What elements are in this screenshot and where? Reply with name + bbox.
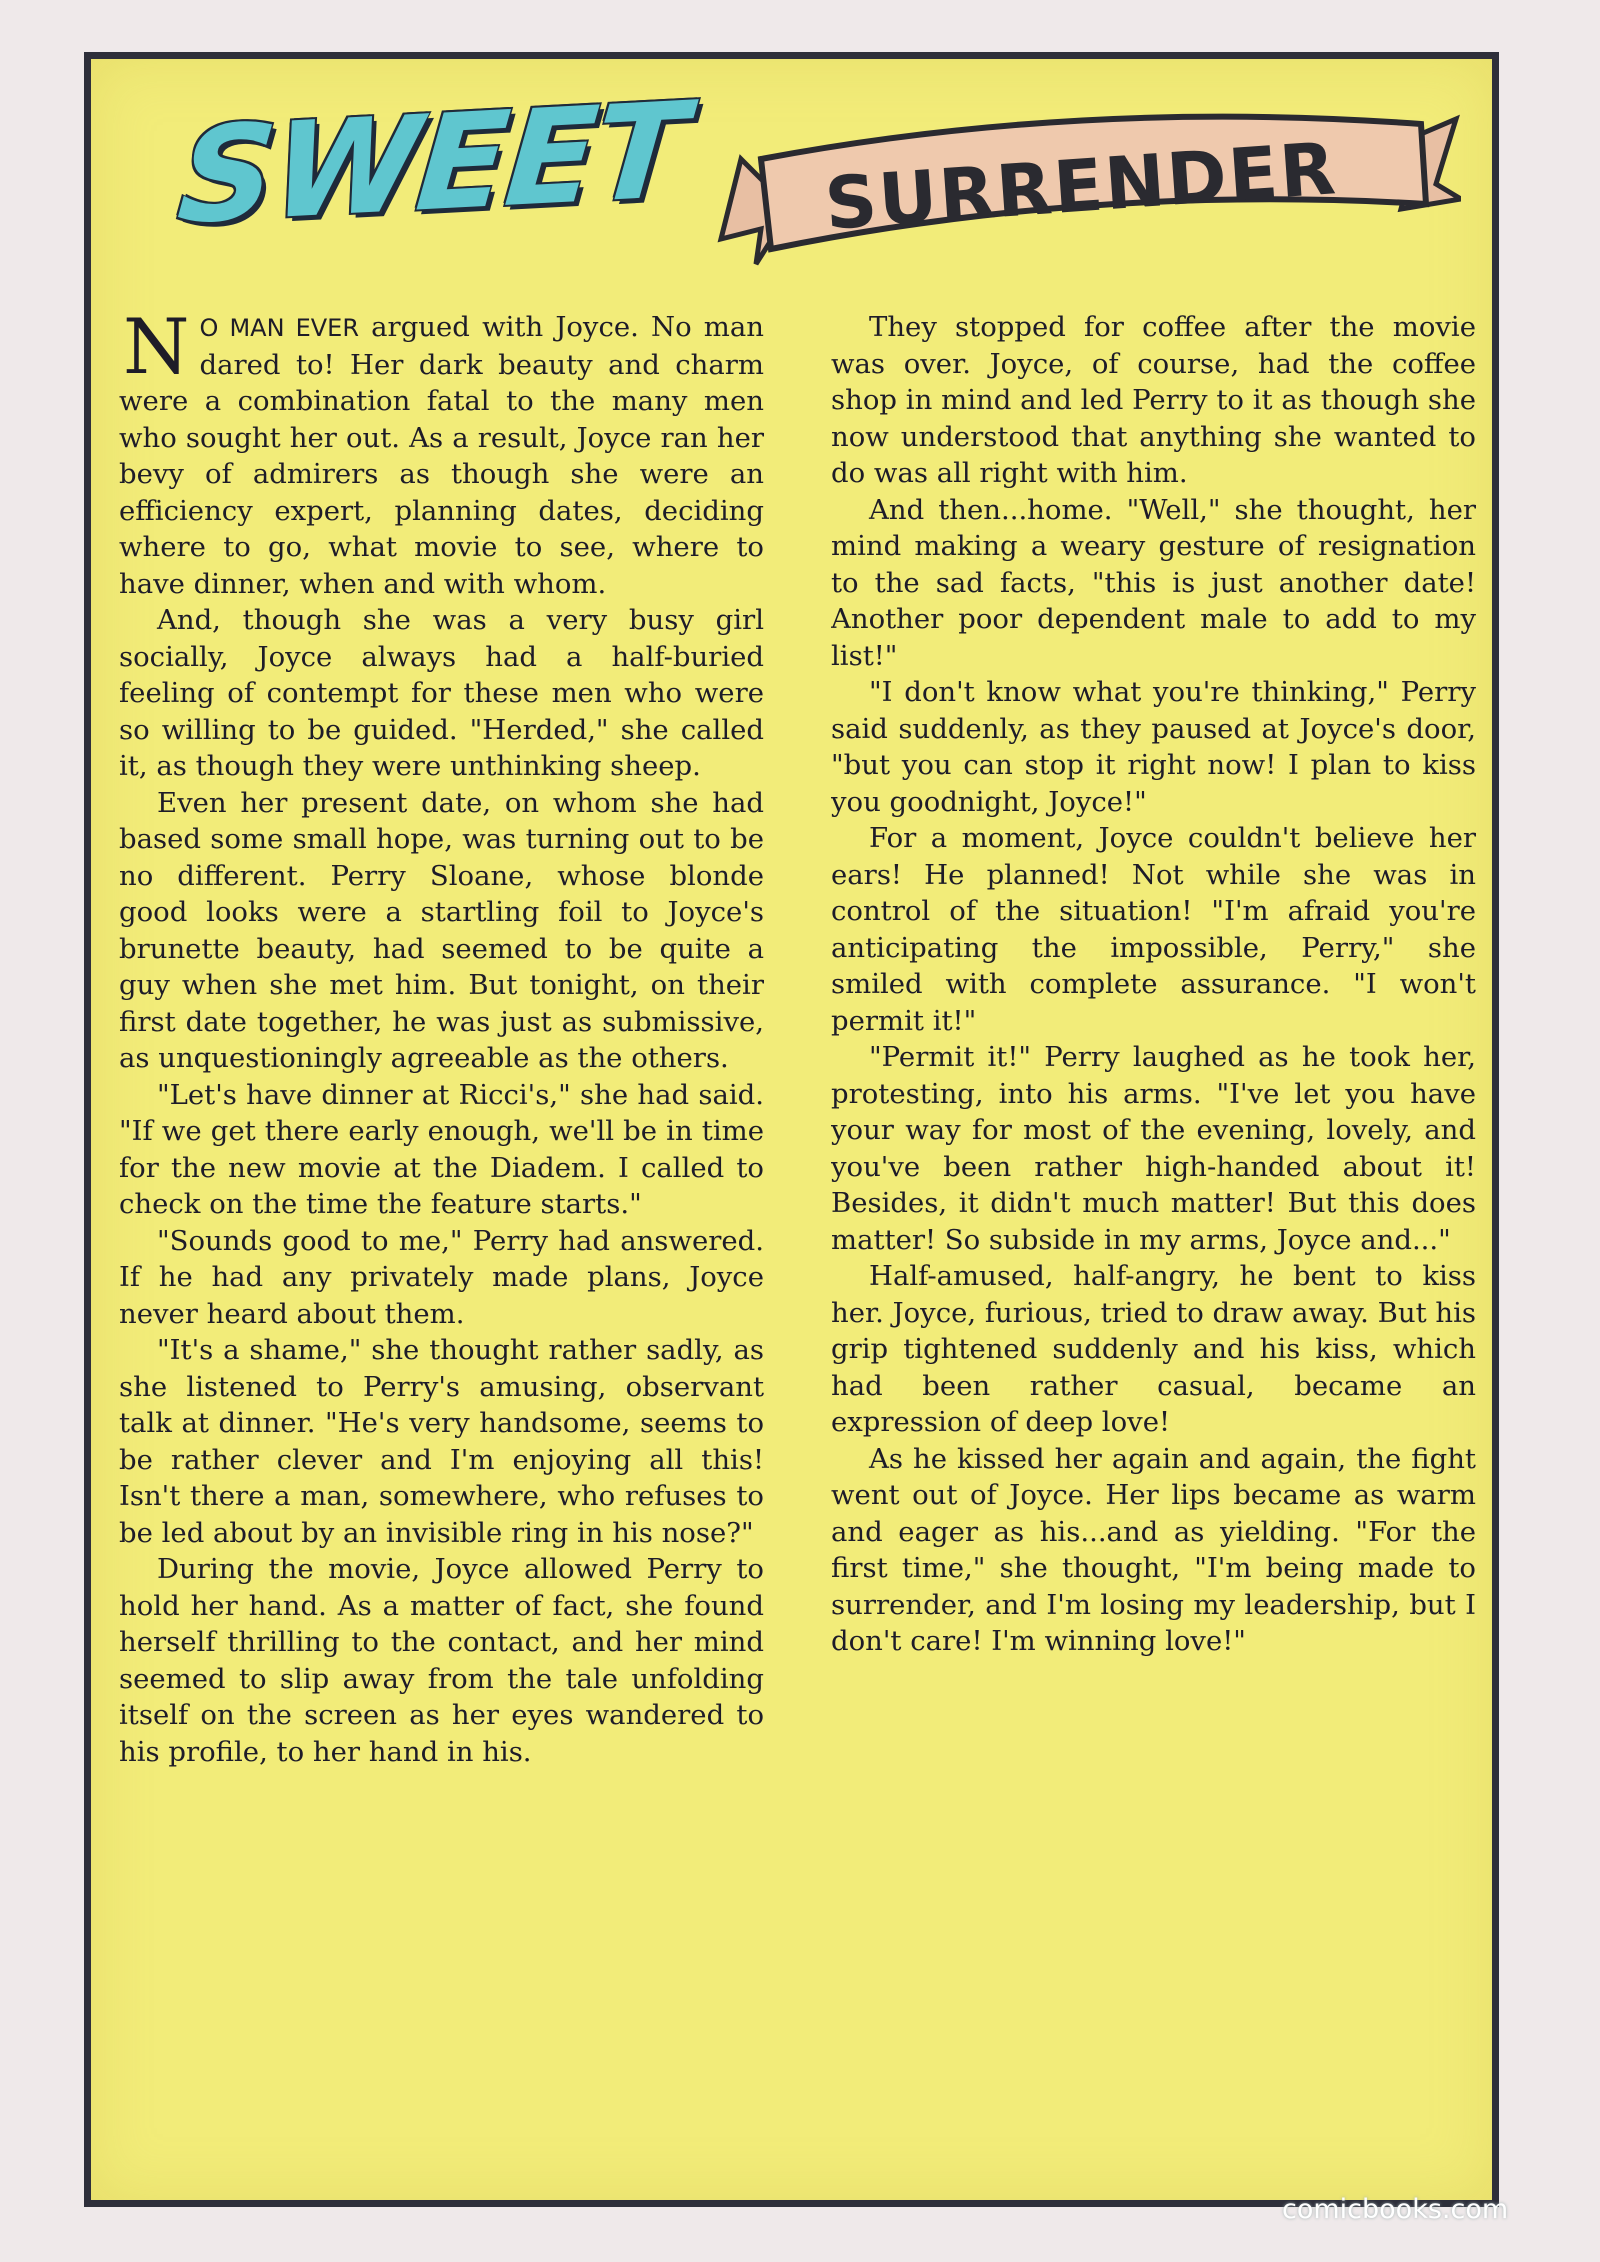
source-watermark: comicbooks.com xyxy=(1282,2194,1509,2225)
paragraph-text: argued with Joyce. No man dared to! Her dark beauty and charm were a combination fatal to the many men who sought her out. As a result, Joyce ran her bevy of admirers as though she were an efficiency expert, planning dates, deciding where to go, what movie to see, where to have dinner, when and with whom. xyxy=(119,311,764,600)
story-paragraph: And, though she was a very busy girl socially, Joyce always had a half-buried feeling of contempt for these men who were so willing to be guided. "Herded," she called it, as though they were unthinking sheep. xyxy=(119,604,764,782)
title-surrender: SURRENDER xyxy=(822,126,1340,246)
story-paragraph: "Permit it!" Perry laughed as he took her, protesting, into his arms. "I've let you have your way for most of the evening, lovely, and you've been rather high-handed about it! Besides, it didn't much matter! But this does matter! So subside in my arms, Joyce and..." xyxy=(831,1041,1476,1256)
story-paragraph: Even her present date, on whom she had based some small hope, was turning out to be no different. Perry Sloane, whose blonde good looks were a startling foil to Joyce's brunette beauty, had seemed to be quite a guy when she met him. But tonight, on their first date together, he was just as submissive, as unquestioningly agreeable as the others. xyxy=(119,786,764,1074)
story-paragraph: They stopped for coffee after the movie was over. Joyce, of course, had the coffee shop in mind and led Perry to it as though she now understood that anything she wanted to do was all right with him. xyxy=(831,311,1476,489)
story-column-left xyxy=(119,309,764,2189)
story-column-right xyxy=(831,309,1476,2189)
story-paragraph: During the movie, Joyce allowed Perry to hold her hand. As a matter of fact, she found herself thrilling to the contact, and her mind seemed to slip away from the tale unfolding itself on the screen as her eyes wandered to his profile, to her hand in his. xyxy=(119,1553,764,1768)
story-paragraph: As he kissed her again and again, the fight went out of Joyce. Her lips became as warm and eager as his...and as yielding. "For the first time," she thought, "I'm being made to surrender, and I'm losing my leadership, but I don't care! I'm winning love!" xyxy=(831,1442,1476,1657)
title-logo xyxy=(91,59,1492,289)
story-paragraph: "Sounds good to me," Perry had answered. If he had any privately made plans, Joyce never heard about them. xyxy=(119,1224,764,1330)
story-panel xyxy=(84,52,1499,2207)
story-paragraph: And then...home. "Well," she thought, her mind making a weary gesture of resignation to the sad facts, "this is just another date! Another poor dependent male to add to my list!" xyxy=(831,493,1476,672)
drop-cap: N xyxy=(123,309,190,391)
story-paragraph: "I don't know what you're thinking," Perry said suddenly, as they paused at Joyce's door, "but you can stop it right now! I plan to kiss you goodnight, Joyce!" xyxy=(831,676,1476,818)
story-paragraph: For a moment, Joyce couldn't believe her ears! He planned! Not while she was in control of the situation! "I'm afraid you're anticipating the impossible, Perry," she smiled with complete assurance. "I won't permit it!" xyxy=(831,822,1476,1037)
title-sweet: SWEET xyxy=(172,73,691,255)
story-paragraph xyxy=(119,309,764,602)
story-paragraph: "Let's have dinner at Ricci's," she had said. "If we get there early enough, we'll be in time for the new movie at the Diadem. I called to check on the time the feature starts." xyxy=(119,1078,764,1220)
story-paragraph: "It's a shame," she thought rather sadly, as she listened to Perry's amusing, observant talk at dinner. "He's very handsome, seems to be rather clever and I'm enjoying all this! Isn't there a man, somewhere, who refuses to be led about by an invisible ring in his nose?" xyxy=(119,1334,764,1549)
story-paragraph: Half-amused, half-angry, he bent to kiss her. Joyce, furious, tried to draw away. But his grip tightened suddenly and his kiss, which had been rather casual, became an expression of deep love! xyxy=(831,1260,1476,1438)
story-columns xyxy=(119,309,1477,2189)
lead-in: O MAN EVER xyxy=(199,314,359,342)
